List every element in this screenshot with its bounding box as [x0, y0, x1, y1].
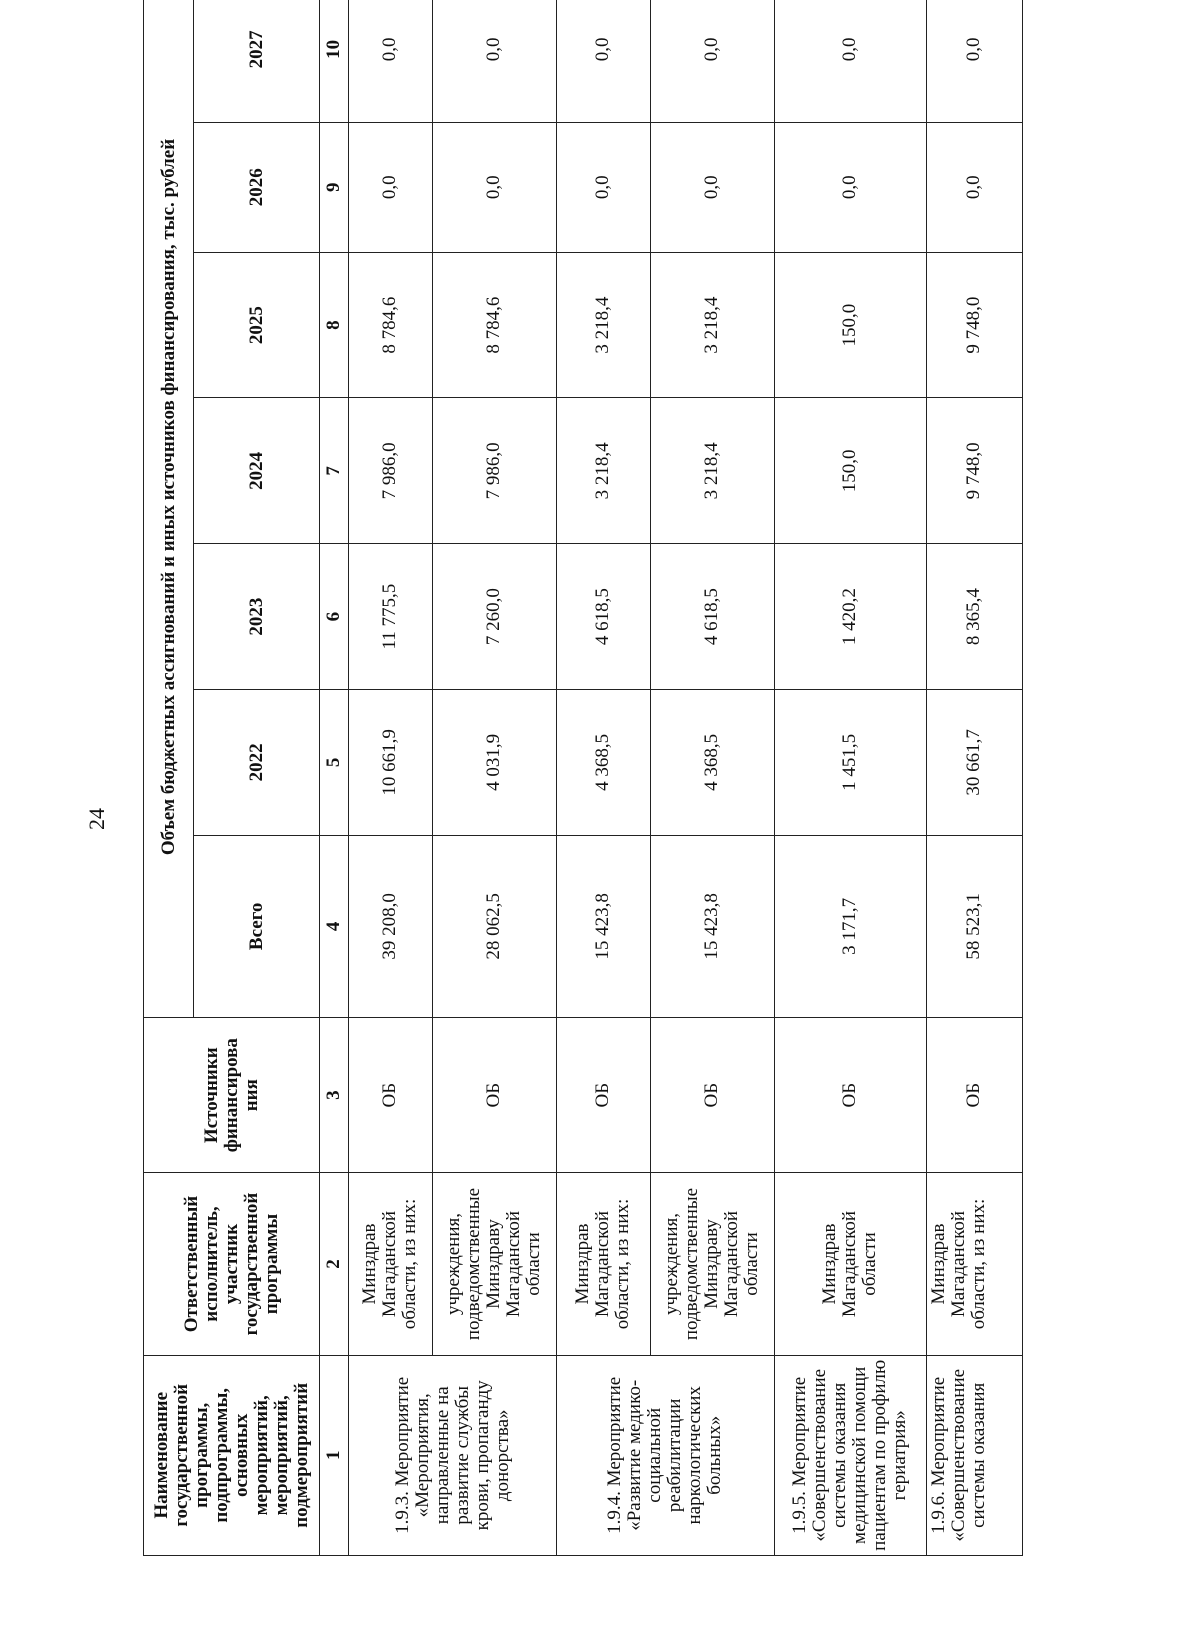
table-row	[774, 0, 926, 1556]
value-cell: 58 523,1	[926, 835, 1022, 1017]
value-cell: 4 618,5	[650, 544, 774, 690]
value-cell: 3 171,7	[774, 835, 926, 1017]
source-cell: ОБ	[349, 1017, 432, 1172]
table-row	[926, 0, 1022, 1556]
header-year: 2023	[194, 544, 320, 690]
value-cell: 0,0	[774, 122, 926, 252]
source-cell: ОБ	[556, 1017, 650, 1172]
index-cell: 4	[320, 835, 349, 1017]
executor-cell: Минздрав Магаданской области, из них:	[556, 1173, 650, 1355]
measure-name: 1.9.5. Мероприятие «Совершенствование системы оказания медицинской помощи пациентам по профилю гериатрия»	[774, 1355, 926, 1555]
value-cell: 4 031,9	[432, 690, 556, 836]
value-cell: 7 986,0	[432, 398, 556, 544]
table-row	[650, 0, 774, 1556]
measure-name: 1.9.6. Мероприятие «Совершенствование системы оказания	[926, 1355, 1022, 1555]
header-total: Всего	[194, 835, 320, 1017]
value-cell: 30 661,7	[926, 690, 1022, 836]
value-cell: 8 784,6	[432, 252, 556, 398]
value-cell: 9 748,0	[926, 398, 1022, 544]
value-cell: 0,0	[349, 0, 432, 122]
value-cell: 15 423,8	[650, 835, 774, 1017]
value-cell: 4 368,5	[650, 690, 774, 836]
executor-cell: Минздрав Магаданской области, из них:	[926, 1173, 1022, 1355]
value-cell: 150,0	[774, 252, 926, 398]
value-cell: 0,0	[774, 0, 926, 122]
index-cell: 8	[320, 252, 349, 398]
header-budget-group: Объем бюджетных ассигнований и иных источников финансирования, тыс. рублей	[144, 0, 194, 1017]
value-cell: 0,0	[556, 0, 650, 122]
measure-name: 1.9.3. Мероприятие «Мероприятия, направленные на развитие службы крови, пропаганду донорства»	[349, 1355, 556, 1555]
header-year: 2025	[194, 252, 320, 398]
source-cell: ОБ	[926, 1017, 1022, 1172]
index-row	[320, 0, 349, 1556]
value-cell: 0,0	[926, 122, 1022, 252]
value-cell: 0,0	[349, 122, 432, 252]
value-cell: 7 986,0	[349, 398, 432, 544]
source-cell: ОБ	[650, 1017, 774, 1172]
index-cell: 10	[320, 0, 349, 122]
value-cell: 8 365,4	[926, 544, 1022, 690]
executor-cell: Минздрав Магаданской области, из них:	[349, 1173, 432, 1355]
value-cell: 10 661,9	[349, 690, 432, 836]
index-cell: 6	[320, 544, 349, 690]
executor-cell: учреждения, подведомственные Минздраву Магаданской области	[432, 1173, 556, 1355]
index-cell: 7	[320, 398, 349, 544]
index-cell: 1	[320, 1355, 349, 1555]
index-cell: 9	[320, 122, 349, 252]
header-year: 2027	[194, 0, 320, 122]
value-cell: 0,0	[432, 122, 556, 252]
executor-cell: Минздрав Магаданской области	[774, 1173, 926, 1355]
value-cell: 0,0	[432, 0, 556, 122]
table-row	[349, 0, 432, 1556]
value-cell: 8 784,6	[349, 252, 432, 398]
budget-table	[143, 0, 1023, 1556]
value-cell: 4 368,5	[556, 690, 650, 836]
budget-table-wrapper	[143, 0, 1023, 1556]
source-cell: ОБ	[432, 1017, 556, 1172]
value-cell: 1 451,5	[774, 690, 926, 836]
table-row	[432, 0, 556, 1556]
value-cell: 11 775,5	[349, 544, 432, 690]
value-cell: 0,0	[650, 0, 774, 122]
index-cell: 2	[320, 1173, 349, 1355]
source-cell: ОБ	[774, 1017, 926, 1172]
executor-cell: учреждения, подведомственные Минздраву Магаданской области	[650, 1173, 774, 1355]
value-cell: 7 260,0	[432, 544, 556, 690]
value-cell: 39 208,0	[349, 835, 432, 1017]
value-cell: 0,0	[650, 122, 774, 252]
table-row	[556, 0, 650, 1556]
value-cell: 9 748,0	[926, 252, 1022, 398]
header-name: Наименование государственной программы, подпрограммы, основных мероприятий, мероприятий, подмероприятий	[144, 1355, 320, 1555]
header-year: 2026	[194, 122, 320, 252]
header-year: 2022	[194, 690, 320, 836]
value-cell: 3 218,4	[650, 398, 774, 544]
value-cell: 28 062,5	[432, 835, 556, 1017]
header-source: Источники финансирова ния	[144, 1017, 320, 1172]
header-executor: Ответственный исполнитель, участник государственной программы	[144, 1173, 320, 1355]
value-cell: 15 423,8	[556, 835, 650, 1017]
measure-name: 1.9.4. Мероприятие «Развитие медико-социальной реабилитации наркологических больных»	[556, 1355, 774, 1555]
value-cell: 3 218,4	[556, 398, 650, 544]
index-cell: 3	[320, 1017, 349, 1172]
page-number: 24	[84, 808, 109, 830]
value-cell: 0,0	[556, 122, 650, 252]
value-cell: 0,0	[926, 0, 1022, 122]
index-cell: 5	[320, 690, 349, 836]
value-cell: 1 420,2	[774, 544, 926, 690]
header-year: 2024	[194, 398, 320, 544]
value-cell: 3 218,4	[650, 252, 774, 398]
value-cell: 3 218,4	[556, 252, 650, 398]
value-cell: 150,0	[774, 398, 926, 544]
value-cell: 4 618,5	[556, 544, 650, 690]
